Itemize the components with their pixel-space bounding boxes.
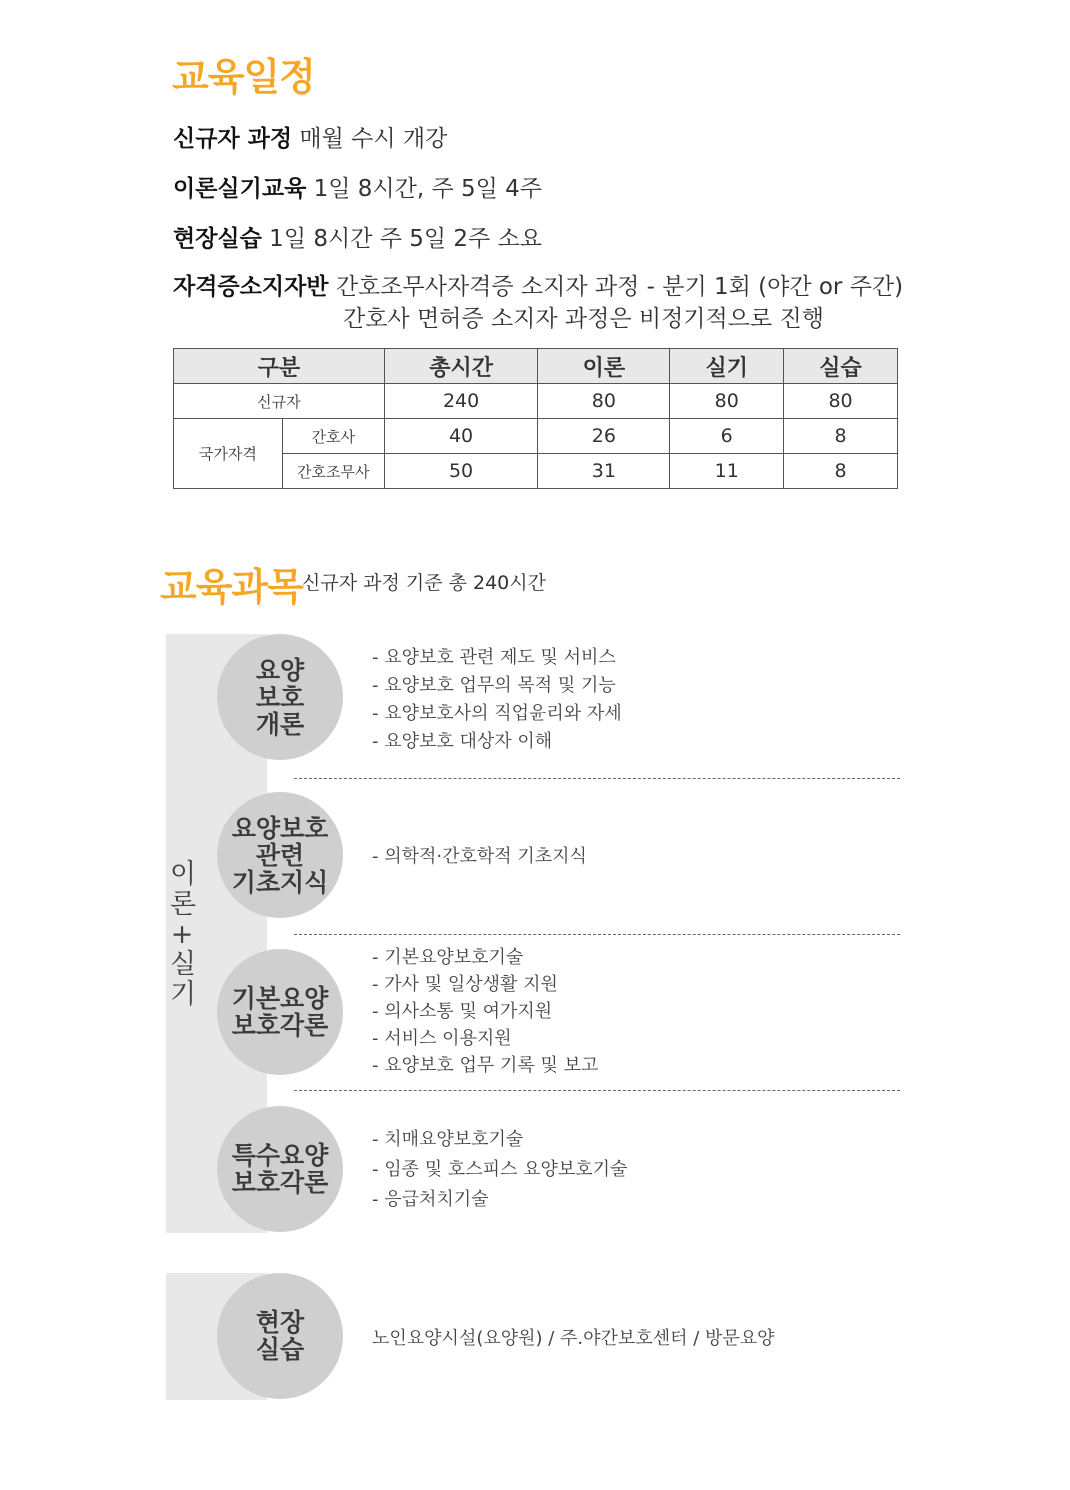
module-items <box>372 944 598 1079</box>
module-circle: 기본요양 보호각론 <box>217 949 343 1075</box>
table-cell: 50 <box>384 454 538 489</box>
list-item: - 가사 및 일상생활 지원 <box>372 974 558 995</box>
divider <box>294 778 900 779</box>
side-label-char: 이 <box>170 859 197 890</box>
schedule-line-theory <box>173 170 542 203</box>
table-cell: 신규자 <box>174 384 385 419</box>
table-header: 실기 <box>670 349 784 384</box>
table-cell: 11 <box>670 454 784 489</box>
table-cell: 국가자격 <box>174 419 283 489</box>
side-label-char: 기 <box>170 979 197 1010</box>
schedule-line-label: 자격증소지자반 <box>173 274 329 300</box>
schedule-line-text: 간호조무사자격증 소지자 과정 - 분기 1회 (야간 or 주간) <box>328 274 904 300</box>
module-circle: 특수요양 보호각론 <box>217 1106 343 1232</box>
table-row <box>174 419 898 454</box>
table-header: 총시간 <box>384 349 538 384</box>
table-cell: 80 <box>670 384 784 419</box>
table-cell: 26 <box>538 419 670 454</box>
side-label <box>170 859 197 1010</box>
schedule-title: 교육일정 <box>172 55 315 99</box>
module-items <box>372 843 587 871</box>
schedule-table <box>173 348 898 489</box>
table-cell: 31 <box>538 454 670 489</box>
table-cell: 8 <box>784 419 898 454</box>
practice-text: 노인요양시설(요양원) / 주.야간보호센터 / 방문요양 <box>372 1328 775 1349</box>
list-item: - 임종 및 호스피스 요양보호기술 <box>372 1159 628 1180</box>
list-item: - 요양보호 관련 제도 및 서비스 <box>372 647 616 668</box>
table-cell: 40 <box>384 419 538 454</box>
table-row <box>174 384 898 419</box>
list-item: - 응급처치기술 <box>372 1189 489 1210</box>
side-label-char: 론 <box>170 889 197 920</box>
module-circle: 요양보호 관련 기초지식 <box>217 792 343 918</box>
schedule-line-label: 현장실습 <box>173 226 262 252</box>
list-item: - 요양보호사의 직업윤리와 자세 <box>372 703 622 724</box>
schedule-line-text: 매월 수시 개강 <box>292 126 448 152</box>
table-row <box>174 454 898 489</box>
list-item: - 서비스 이용지원 <box>372 1028 512 1049</box>
curriculum-title: 교육과목 <box>160 565 303 609</box>
table-cell: 80 <box>784 384 898 419</box>
table-header: 이론 <box>538 349 670 384</box>
divider <box>294 934 900 935</box>
schedule-line-label: 신규자 과정 <box>173 126 293 152</box>
table-header: 구분 <box>174 349 385 384</box>
practice-circle: 현장 실습 <box>217 1273 343 1399</box>
table-cell: 240 <box>384 384 538 419</box>
list-item: - 의학적·간호학적 기초지식 <box>372 846 587 867</box>
list-item: - 요양보호 업무 기록 및 보고 <box>372 1055 599 1076</box>
list-item: - 의사소통 및 여가지원 <box>372 1001 553 1022</box>
table-cell: 6 <box>670 419 784 454</box>
table-header-row <box>174 349 898 384</box>
module-items <box>372 644 622 756</box>
list-item: - 요양보호 업무의 목적 및 기능 <box>372 675 616 696</box>
table-cell: 80 <box>538 384 670 419</box>
divider <box>294 1090 900 1091</box>
schedule-line-certified-cont: 간호사 면허증 소지자 과정은 비정기적으로 진행 <box>343 306 824 332</box>
list-item: - 기본요양보호기술 <box>372 947 524 968</box>
curriculum-subtitle: 신규자 과정 기준 총 240시간 <box>302 572 546 594</box>
table-header: 실습 <box>784 349 898 384</box>
schedule-line-text: 1일 8시간, 주 5일 4주 <box>306 176 543 202</box>
schedule-line-certified <box>173 268 903 301</box>
table-cell: 간호사 <box>282 419 384 454</box>
schedule-line-label: 이론실기교육 <box>173 176 307 202</box>
module-circle: 요양 보호 개론 <box>217 634 343 760</box>
table-cell: 간호조무사 <box>282 454 384 489</box>
table-cell: 8 <box>784 454 898 489</box>
side-label-char: 실 <box>170 949 197 980</box>
module-items <box>372 1125 627 1215</box>
schedule-line-new <box>173 120 447 153</box>
schedule-line-text: 1일 8시간 주 5일 2주 소요 <box>261 226 543 252</box>
list-item: - 치매요양보호기술 <box>372 1129 524 1150</box>
list-item: - 요양보호 대상자 이해 <box>372 731 553 752</box>
schedule-line-practice <box>173 220 542 253</box>
side-label-char: + <box>170 919 194 950</box>
